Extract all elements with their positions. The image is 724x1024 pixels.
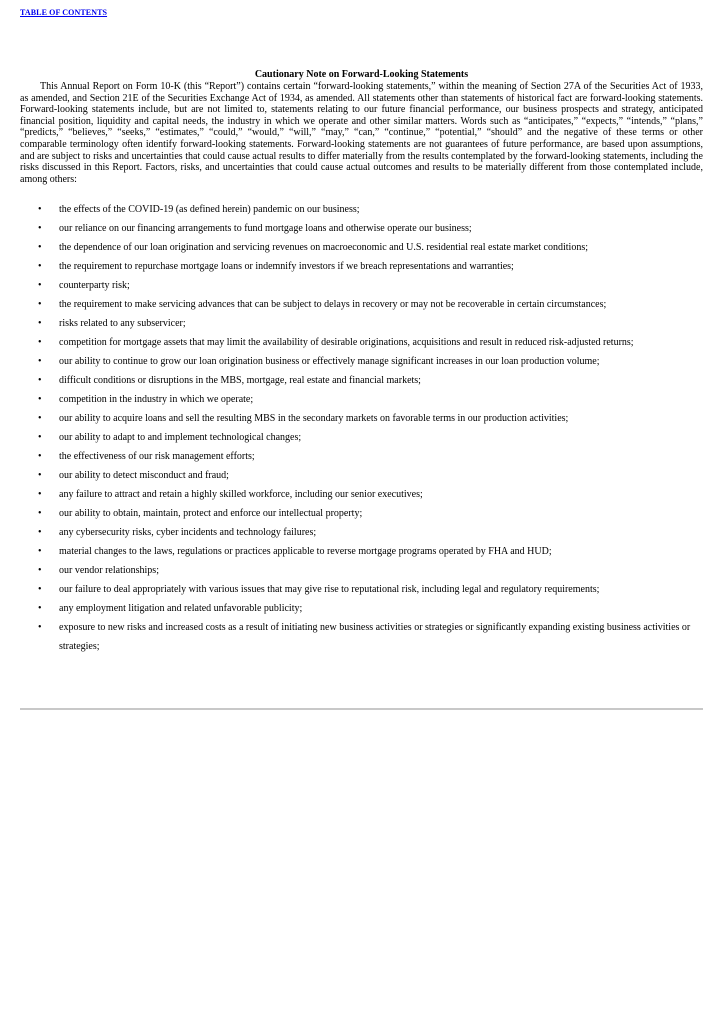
list-item-text: exposure to new risks and increased costs as a result of initiating new business activities or strategies or significantly expanding existing business activities or strategies; — [59, 622, 691, 652]
list-item-text: material changes to the laws, regulations or practices applicable to reverse mortgage programs operated by FHA and HUD; — [59, 546, 552, 557]
list-item — [20, 428, 703, 447]
list-item — [20, 371, 703, 390]
list-item — [20, 542, 703, 561]
bullet-icon: • — [38, 394, 42, 405]
list-item — [20, 219, 703, 238]
list-item-text: our failure to deal appropriately with various issues that may give rise to reputational risk, including legal and regulatory requirements; — [59, 584, 600, 595]
bullet-icon: • — [38, 299, 42, 310]
bullet-icon: • — [38, 337, 42, 348]
table-of-contents-link[interactable]: TABLE OF CONTENTS — [20, 8, 108, 17]
bullet-icon: • — [38, 565, 42, 576]
bullet-icon: • — [38, 489, 42, 500]
list-item-text: our ability to acquire loans and sell the resulting MBS in the secondary markets on favorable terms in our production activities; — [59, 413, 569, 424]
list-item — [20, 352, 703, 371]
section-heading: Cautionary Note on Forward-Looking Statements — [254, 69, 469, 80]
bullet-icon: • — [38, 584, 42, 595]
bullet-icon: • — [38, 375, 42, 386]
list-item — [20, 599, 703, 618]
list-item — [20, 485, 703, 504]
list-item — [20, 238, 703, 257]
list-item-text: the requirement to repurchase mortgage loans or indemnify investors if we breach representations and warranties; — [59, 261, 514, 272]
bullet-icon: • — [38, 432, 42, 443]
list-item — [20, 466, 703, 485]
list-item-text: our ability to continue to grow our loan origination business or effectively manage significant increases in our loan production volume; — [59, 356, 600, 367]
list-item-text: counterparty risk; — [59, 280, 130, 291]
list-item — [20, 447, 703, 466]
bullet-icon: • — [38, 546, 42, 557]
list-item-text: difficult conditions or disruptions in the MBS, mortgage, real estate and financial markets; — [59, 375, 421, 386]
list-item-text: competition for mortgage assets that may limit the availability of desirable originations, acquisitions and result in reduced risk-adjusted returns; — [59, 337, 634, 348]
page-divider — [20, 708, 703, 710]
list-item — [20, 200, 703, 219]
bullet-icon: • — [38, 204, 42, 215]
bullet-icon: • — [38, 261, 42, 272]
list-item-text: competition in the industry in which we operate; — [59, 394, 254, 405]
list-item-text: our reliance on our financing arrangements to fund mortgage loans and otherwise operate our business; — [59, 223, 472, 234]
list-item — [20, 295, 703, 314]
list-item-text: the effectiveness of our risk management efforts; — [59, 451, 255, 462]
risk-factor-list — [20, 200, 703, 656]
list-item-text: our ability to adapt to and implement technological changes; — [59, 432, 302, 443]
list-item — [20, 276, 703, 295]
list-item — [20, 333, 703, 352]
list-item-text: our ability to detect misconduct and fraud; — [59, 470, 229, 481]
bullet-icon: • — [38, 470, 42, 481]
list-item — [20, 504, 703, 523]
bullet-icon: • — [38, 242, 42, 253]
bullet-icon: • — [38, 280, 42, 291]
list-item-text: any failure to attract and retain a highly skilled workforce, including our senior executives; — [59, 489, 423, 500]
list-item — [20, 618, 703, 656]
list-item — [20, 409, 703, 428]
bullet-icon: • — [38, 451, 42, 462]
list-item — [20, 257, 703, 276]
list-item — [20, 580, 703, 599]
bullet-icon: • — [38, 622, 42, 633]
list-item-text: the dependence of our loan origination and servicing revenues on macroeconomic and U.S. residential real estate market conditions; — [59, 242, 588, 253]
list-item-text: our ability to obtain, maintain, protect and enforce our intellectual property; — [59, 508, 363, 519]
bullet-icon: • — [38, 508, 42, 519]
list-item — [20, 390, 703, 409]
list-item-text: any cybersecurity risks, cyber incidents and technology failures; — [59, 527, 317, 538]
bullet-icon: • — [38, 413, 42, 424]
bullet-icon: • — [38, 527, 42, 538]
bullet-icon: • — [38, 603, 42, 614]
intro-paragraph: This Annual Report on Form 10-K (this “Report”) contains certain “forward-looking statements,” within the meaning of Section 27A of the Securities Act of 1933, as amended, and Section 21E of the Securities Exchange Act of 1934, as amended. All statements other than statements of historical fact are forward-looking statements. Forward-looking statements include, but are not limited to, statements relating to our future financial performance, our business prospects and strategy, anticipated financial position, liquidity and capital needs, the industry in which we operate and other similar matters. Words such as “anticipates,” “expects,” “intends,” “plans,” “predicts,” “believes,” “seeks,” “estimates,” “could,” “would,” “will,” “may,” “can,” “continue,” “potential,” “should” and the negative of these terms or other comparable terminology often identify forward-looking statements. Forward-looking statements are not guarantees of future performance, are based upon assumptions, and are subject to risks and uncertainties that could cause actual results to differ materially from the results contemplated by the forward-looking statements, including the risks discussed in this Report. Factors, risks, and uncertainties that could cause actual outcomes and results to be materially different from those contemplated include, among others: — [20, 81, 703, 185]
list-item-text: the effects of the COVID-19 (as defined herein) pandemic on our business; — [59, 204, 360, 215]
list-item-text: the requirement to make servicing advances that can be subject to delays in recovery or may not be recoverable in certain circumstances; — [59, 299, 607, 310]
bullet-icon: • — [38, 356, 42, 367]
list-item-text: risks related to any subservicer; — [59, 318, 186, 329]
bullet-icon: • — [38, 223, 42, 234]
list-item — [20, 561, 703, 580]
list-item-text: our vendor relationships; — [59, 565, 159, 576]
bullet-icon: • — [38, 318, 42, 329]
list-item — [20, 523, 703, 542]
list-item-text: any employment litigation and related unfavorable publicity; — [59, 603, 303, 614]
list-item — [20, 314, 703, 333]
